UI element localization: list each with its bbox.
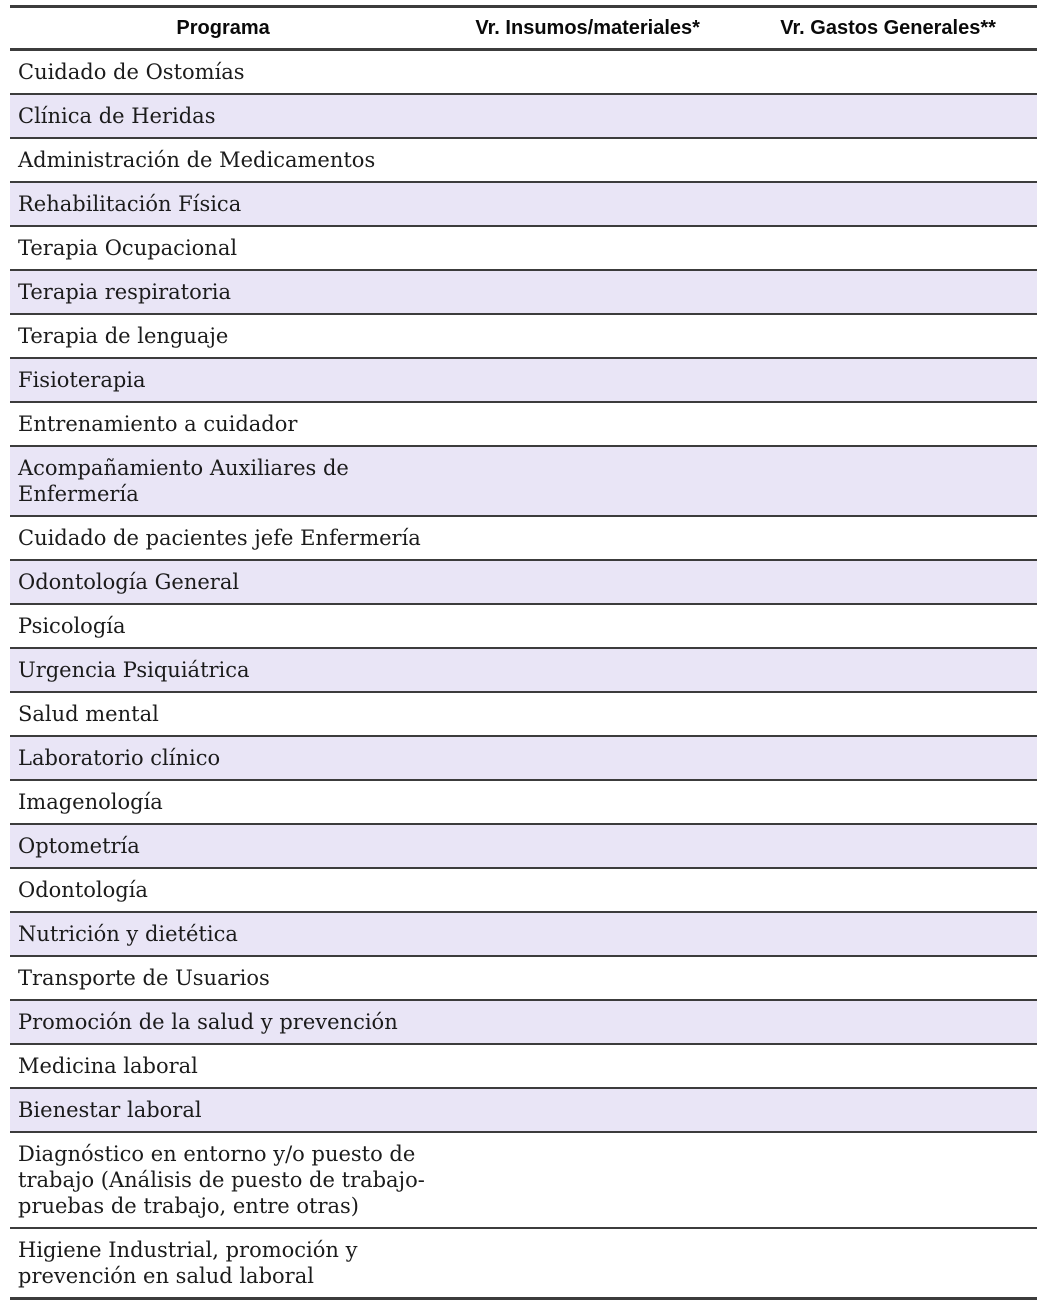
cell-gastos-generales [739, 226, 1037, 270]
cell-gastos-generales [739, 648, 1037, 692]
cell-programa: Acompañamiento Auxiliares de Enfermería [10, 446, 436, 516]
cell-insumos-materiales [436, 648, 739, 692]
cell-programa: Higiene Industrial, promoción y prevención en salud laboral [18, 1238, 358, 1288]
table-row [10, 270, 1037, 314]
cell-gastos-generales [739, 94, 1037, 138]
table-row [10, 314, 1037, 358]
cell-insumos-materiales [436, 868, 739, 912]
cell-gastos-generales [739, 736, 1037, 780]
table-body [10, 50, 1037, 1299]
cell-gastos-generales [739, 1000, 1037, 1044]
cell-insumos-materiales [436, 182, 739, 226]
cell-gastos-generales [739, 1228, 1037, 1299]
cell-gastos-generales [739, 50, 1037, 95]
cell-programa: Entrenamiento a cuidador [18, 412, 298, 436]
cell-gastos-generales [739, 560, 1037, 604]
cell-gastos-generales [739, 138, 1037, 182]
cell-insumos-materiales [436, 736, 739, 780]
cell-insumos-materiales [436, 50, 739, 95]
cell-gastos-generales [739, 604, 1037, 648]
cell-programa: Rehabilitación Física [10, 182, 436, 226]
cell-insumos-materiales [436, 692, 739, 736]
cell-insumos-materiales [436, 138, 739, 182]
cell-gastos-generales [739, 182, 1037, 226]
cell-insumos-materiales [436, 516, 739, 560]
table-row [10, 1228, 1037, 1299]
table-row [10, 94, 1037, 138]
col-header-insumos-materiales: Vr. Insumos/materiales* [436, 7, 739, 50]
cell-programa: Terapia respiratoria [10, 270, 436, 314]
cell-programa: Medicina laboral [18, 1054, 198, 1078]
table-row [10, 182, 1037, 226]
table-row [10, 1000, 1037, 1044]
cell-programa: Administración de Medicamentos [18, 148, 376, 172]
table-row [10, 560, 1037, 604]
table-row [10, 736, 1037, 780]
table-row [10, 824, 1037, 868]
cell-insumos-materiales [436, 780, 739, 824]
table-row [10, 648, 1037, 692]
cell-programa: Cuidado de Ostomías [18, 60, 245, 84]
cell-gastos-generales [739, 270, 1037, 314]
cell-gastos-generales [739, 402, 1037, 446]
cell-gastos-generales [739, 692, 1037, 736]
cell-programa: Urgencia Psiquiátrica [10, 648, 436, 692]
table-row [10, 604, 1037, 648]
table-row [10, 358, 1037, 402]
table-row [10, 956, 1037, 1000]
cell-programa: Transporte de Usuarios [18, 966, 270, 990]
cell-insumos-materiales [436, 912, 739, 956]
cell-gastos-generales [739, 780, 1037, 824]
cell-insumos-materiales [436, 604, 739, 648]
cell-insumos-materiales [436, 402, 739, 446]
cell-programa: Cuidado de pacientes jefe Enfermería [18, 526, 421, 550]
cell-programa: Salud mental [18, 702, 159, 726]
cell-programa: Psicología [18, 614, 126, 638]
cell-insumos-materiales [436, 94, 739, 138]
cell-programa: Optometría [10, 824, 436, 868]
cell-programa: Clínica de Heridas [10, 94, 436, 138]
cell-insumos-materiales [436, 314, 739, 358]
header-row [10, 7, 1037, 50]
table-row [10, 912, 1037, 956]
table-row [10, 446, 1037, 516]
table-row [10, 402, 1037, 446]
col-header-gastos-generales: Vr. Gastos Generales** [739, 7, 1037, 50]
cell-programa: Odontología [18, 878, 148, 902]
cell-insumos-materiales [436, 1228, 739, 1299]
table-row [10, 1088, 1037, 1132]
cell-insumos-materiales [436, 1000, 739, 1044]
table-row [10, 516, 1037, 560]
cell-gastos-generales [739, 912, 1037, 956]
cell-insumos-materiales [436, 560, 739, 604]
table-row [10, 780, 1037, 824]
cell-programa: Imagenología [18, 790, 163, 814]
cell-insumos-materiales [436, 1088, 739, 1132]
cell-insumos-materiales [436, 1044, 739, 1088]
cell-programa: Laboratorio clínico [10, 736, 436, 780]
cell-programa: Diagnóstico en entorno y/o puesto de trabajo (Análisis de puesto de trabajo-pruebas de trabajo, entre otras) [18, 1142, 425, 1218]
cell-gastos-generales [739, 314, 1037, 358]
programs-table [10, 5, 1037, 1300]
table-row [10, 50, 1037, 95]
cell-insumos-materiales [436, 446, 739, 516]
cell-gastos-generales [739, 1088, 1037, 1132]
cell-gastos-generales [739, 1132, 1037, 1228]
cell-gastos-generales [739, 446, 1037, 516]
cell-insumos-materiales [436, 1132, 739, 1228]
cell-programa: Terapia Ocupacional [18, 236, 238, 260]
cell-programa: Bienestar laboral [10, 1088, 436, 1132]
cell-programa: Odontología General [10, 560, 436, 604]
table-row [10, 868, 1037, 912]
table-row [10, 226, 1037, 270]
cell-insumos-materiales [436, 824, 739, 868]
cell-gastos-generales [739, 516, 1037, 560]
cell-insumos-materiales [436, 270, 739, 314]
cell-programa: Fisioterapia [10, 358, 436, 402]
cell-programa: Nutrición y dietética [10, 912, 436, 956]
cell-gastos-generales [739, 868, 1037, 912]
table-row [10, 1132, 1037, 1228]
cell-programa: Terapia de lenguaje [18, 324, 229, 348]
table-row [10, 1044, 1037, 1088]
cell-insumos-materiales [436, 956, 739, 1000]
cell-insumos-materiales [436, 358, 739, 402]
cell-gastos-generales [739, 956, 1037, 1000]
table-row [10, 692, 1037, 736]
cell-gastos-generales [739, 1044, 1037, 1088]
cell-gastos-generales [739, 358, 1037, 402]
col-header-programa: Programa [10, 7, 436, 50]
cell-programa: Promoción de la salud y prevención [10, 1000, 436, 1044]
cell-insumos-materiales [436, 226, 739, 270]
cell-gastos-generales [739, 824, 1037, 868]
table-row [10, 138, 1037, 182]
